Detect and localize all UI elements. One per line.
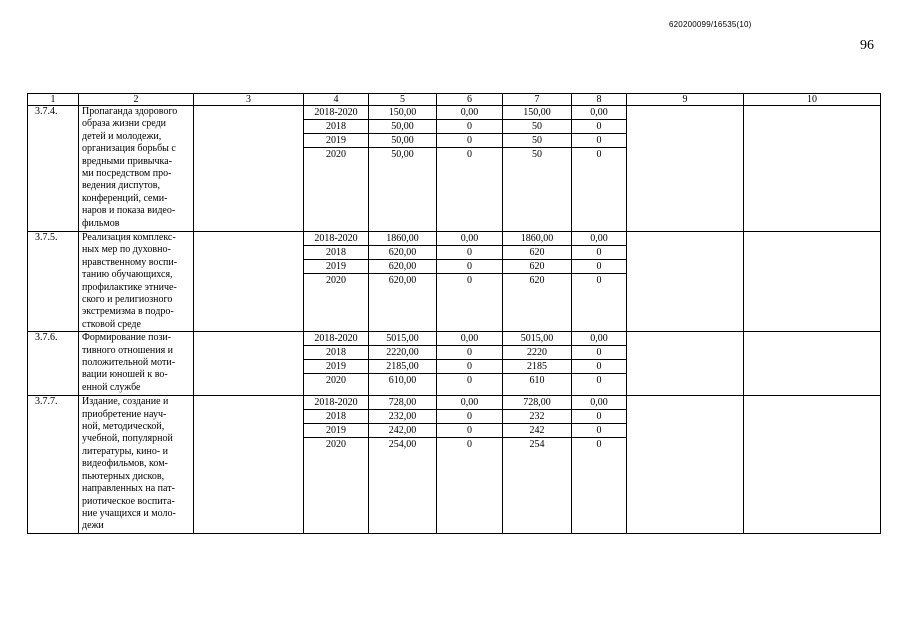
- item-name: Издание, создание и приобретение науч- ной, методической, учебной, популярной литературы, кино- и видеофильмов, ком- пьютерных дисков, направленных на пат- риотическое воспита- ние учащихся и моло- дежи: [79, 396, 194, 533]
- header-cell: 3: [194, 94, 304, 106]
- year-value: 2018-2020: [304, 396, 368, 410]
- amount-value: 150,00: [369, 106, 436, 120]
- amount-value: 0: [467, 149, 472, 160]
- amount-value: 0: [467, 275, 472, 286]
- col8-cell: [572, 106, 627, 232]
- amount-value: 620,00: [388, 275, 417, 286]
- year-value: 2018: [304, 246, 368, 260]
- empty-cell: [194, 106, 304, 232]
- amount-value: 0: [596, 375, 602, 387]
- amount-value: 50,00: [369, 120, 436, 134]
- year-value: 2020: [326, 375, 346, 387]
- item-code: 3.7.4.: [28, 106, 79, 232]
- col6-cell: [437, 396, 503, 533]
- year-value: 2018-2020: [304, 332, 368, 346]
- amount-value: 620,00: [369, 260, 436, 274]
- amount-value: 2220,00: [369, 346, 436, 360]
- year-value: 2020: [326, 275, 346, 286]
- amount-value: 2185: [503, 360, 571, 374]
- col5-cell: [369, 232, 437, 332]
- amount-value: 0: [572, 346, 626, 360]
- header-cell: 10: [744, 94, 881, 106]
- years-cell: [304, 232, 369, 332]
- item-code: 3.7.7.: [28, 396, 79, 533]
- header-row: [28, 94, 881, 106]
- year-value: 2018: [304, 410, 368, 424]
- col6-cell: [437, 106, 503, 232]
- amount-value: 620: [529, 275, 545, 286]
- year-value: 2020: [326, 439, 346, 451]
- amount-value: 242,00: [369, 424, 436, 438]
- header-cell: 4: [304, 94, 369, 106]
- amount-value: 0: [437, 134, 502, 148]
- years-cell: [304, 106, 369, 232]
- empty-cell: [194, 332, 304, 396]
- amount-value: 728,00: [503, 396, 571, 410]
- amount-value: 0,00: [437, 396, 502, 410]
- table-row: [28, 332, 881, 396]
- col5-cell: [369, 332, 437, 396]
- empty-cell: [744, 332, 881, 396]
- empty-cell: [627, 396, 744, 533]
- amount-value: 0: [437, 346, 502, 360]
- program-table: [27, 93, 881, 534]
- amount-value: 254: [529, 439, 545, 451]
- amount-value: 0: [572, 410, 626, 424]
- amount-value: 620: [503, 246, 571, 260]
- empty-cell: [194, 396, 304, 533]
- amount-value: 242: [503, 424, 571, 438]
- amount-value: 50: [503, 120, 571, 134]
- empty-cell: [744, 106, 881, 232]
- header-cell: 5: [369, 94, 437, 106]
- amount-value: 5015,00: [369, 332, 436, 346]
- amount-value: 0: [596, 149, 602, 160]
- amount-value: 1860,00: [503, 232, 571, 246]
- amount-value: 0,00: [572, 232, 626, 246]
- header-cell: 8: [572, 94, 627, 106]
- amount-value: 2220: [503, 346, 571, 360]
- amount-value: 0,00: [572, 396, 626, 410]
- table-row: [28, 396, 881, 533]
- col7-cell: [503, 396, 572, 533]
- amount-value: 0: [467, 375, 472, 387]
- amount-value: 0: [437, 246, 502, 260]
- amount-value: 0,00: [437, 232, 502, 246]
- header-cell: 2: [79, 94, 194, 106]
- empty-cell: [627, 106, 744, 232]
- amount-value: 0: [572, 424, 626, 438]
- amount-value: 0: [572, 246, 626, 260]
- page-number: 96: [860, 38, 874, 53]
- col5-cell: [369, 396, 437, 533]
- amount-value: 0: [467, 439, 472, 451]
- table-row: [28, 106, 881, 232]
- item-code: 3.7.5.: [28, 232, 79, 332]
- amount-value: 620,00: [369, 246, 436, 260]
- amount-value: 50: [503, 134, 571, 148]
- item-code: 3.7.6.: [28, 332, 79, 396]
- amount-value: 232: [503, 410, 571, 424]
- year-value: 2018: [304, 346, 368, 360]
- amount-value: 0: [437, 410, 502, 424]
- amount-value: 0: [437, 424, 502, 438]
- amount-value: 254,00: [388, 439, 417, 451]
- empty-cell: [627, 232, 744, 332]
- item-name: Пропаганда здорового образа жизни среди детей и молодежи, организация борьбы с вредными привычка- ми посредством про- ведения диспутов, конференций, семи- наров и показа видео- фильмов: [79, 106, 194, 232]
- amount-value: 0: [572, 120, 626, 134]
- amount-value: 0,00: [572, 106, 626, 120]
- year-value: 2018-2020: [304, 106, 368, 120]
- amount-value: 0: [437, 120, 502, 134]
- empty-cell: [744, 396, 881, 533]
- amount-value: 232,00: [369, 410, 436, 424]
- header-cell: 9: [627, 94, 744, 106]
- amount-value: 50: [532, 149, 542, 160]
- amount-value: 50,00: [369, 134, 436, 148]
- col7-cell: [503, 332, 572, 396]
- item-name: Реализация комплекс- ных мер по духовно- нравственному воспи- танию обучающихся, профилактике этниче- ского и религиозного экстремизма в подро- стковой среде: [79, 232, 194, 332]
- year-value: 2019: [304, 424, 368, 438]
- header-cell: 7: [503, 94, 572, 106]
- col8-cell: [572, 232, 627, 332]
- col7-cell: [503, 106, 572, 232]
- item-name: Формирование пози- тивного отношения и положительной моти- вации юношей к во- енной службе: [79, 332, 194, 396]
- amount-value: 610,00: [388, 375, 417, 387]
- table-row: [28, 232, 881, 332]
- amount-value: 0,00: [437, 332, 502, 346]
- col8-cell: [572, 396, 627, 533]
- amount-value: 0: [572, 360, 626, 374]
- amount-value: 0: [437, 260, 502, 274]
- empty-cell: [627, 332, 744, 396]
- amount-value: 0: [572, 260, 626, 274]
- col6-cell: [437, 332, 503, 396]
- amount-value: 150,00: [503, 106, 571, 120]
- amount-value: 610: [529, 375, 545, 387]
- amount-value: 2185,00: [369, 360, 436, 374]
- year-value: 2019: [304, 360, 368, 374]
- amount-value: 728,00: [369, 396, 436, 410]
- col5-cell: [369, 106, 437, 232]
- year-value: 2019: [304, 260, 368, 274]
- amount-value: 0: [437, 360, 502, 374]
- year-value: 2018-2020: [304, 232, 368, 246]
- year-value: 2019: [304, 134, 368, 148]
- col6-cell: [437, 232, 503, 332]
- amount-value: 0: [572, 134, 626, 148]
- document-id: 620200099/16535(10): [669, 20, 752, 29]
- col7-cell: [503, 232, 572, 332]
- header-cell: 6: [437, 94, 503, 106]
- years-cell: [304, 332, 369, 396]
- amount-value: 5015,00: [503, 332, 571, 346]
- col8-cell: [572, 332, 627, 396]
- amount-value: 0: [596, 439, 602, 451]
- years-cell: [304, 396, 369, 533]
- amount-value: 0,00: [572, 332, 626, 346]
- amount-value: 620: [503, 260, 571, 274]
- header-cell: 1: [28, 94, 79, 106]
- amount-value: 0,00: [437, 106, 502, 120]
- year-value: 2018: [304, 120, 368, 134]
- year-value: 2020: [326, 149, 346, 160]
- empty-cell: [744, 232, 881, 332]
- empty-cell: [194, 232, 304, 332]
- amount-value: 50,00: [391, 149, 414, 160]
- amount-value: 0: [596, 275, 602, 286]
- amount-value: 1860,00: [369, 232, 436, 246]
